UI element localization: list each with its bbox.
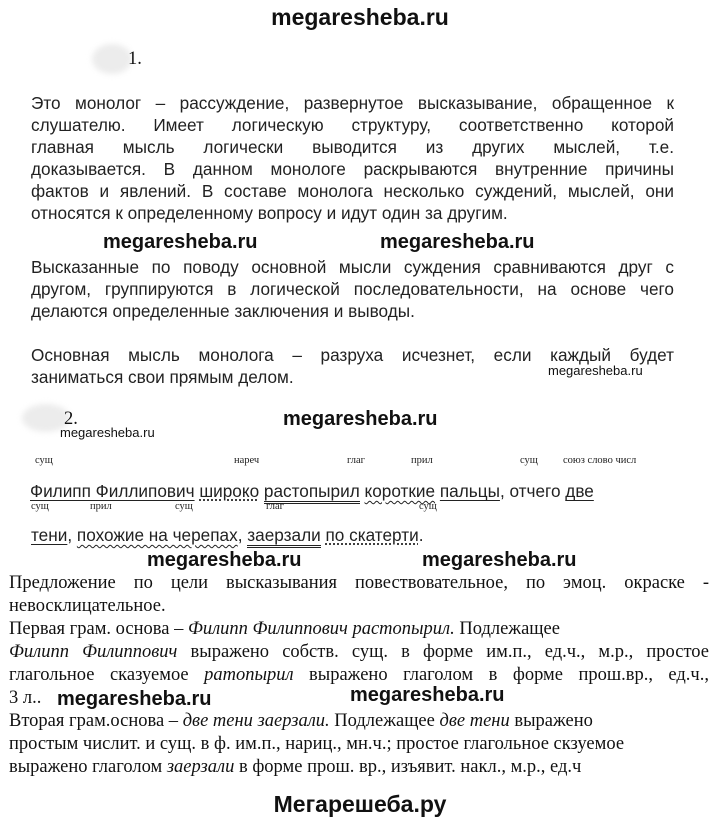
predicate-word: заерзали bbox=[247, 525, 320, 548]
text-fragment: выражено глаголом в форме прош.вр., ед.ч., bbox=[293, 665, 709, 685]
text-line: слушателю. Имеет логическую структуру, соответственно которой bbox=[31, 115, 674, 135]
footer-watermark: Мегарешеба.ру bbox=[273, 791, 447, 817]
italic-fragment: заерзали bbox=[166, 757, 235, 777]
text-fragment: Подлежащее bbox=[454, 619, 560, 639]
text-line: Это монолог – рассуждение, развернутое высказывание, обращенное к bbox=[31, 93, 674, 113]
text-line: доказывается. В данном монологе раскрываются внутренние причины bbox=[31, 159, 674, 179]
pos-tag: сущ bbox=[175, 501, 193, 512]
italic-fragment: ратопырил bbox=[204, 665, 294, 685]
section2-number: 2. bbox=[64, 409, 78, 429]
pos-tag: нареч bbox=[234, 455, 260, 466]
watermark: megaresheba.ru bbox=[283, 408, 438, 430]
pos-tag: прил bbox=[90, 501, 112, 512]
label: Первая грам. основа – bbox=[9, 619, 188, 639]
text-fragment: глагольное сказуемое bbox=[9, 665, 205, 685]
text-fragment: Подлежащее bbox=[329, 711, 440, 731]
italic-fragment: две тени заерзали. bbox=[182, 711, 330, 731]
italic-fragment: Филипп Филиппович растопырил. bbox=[187, 619, 455, 639]
adverbial-word: широко bbox=[199, 481, 260, 501]
attribute-word: короткие bbox=[364, 481, 436, 501]
text-line: Основная мысль монолога – разруха исчезнет, если каждый будет bbox=[31, 345, 674, 365]
section1-number: 1. bbox=[128, 49, 142, 69]
watermark: megaresheba.ru bbox=[380, 231, 535, 253]
italic-fragment: Филипп Филиппович bbox=[9, 642, 178, 662]
section1-paragraph1 bbox=[31, 92, 674, 224]
text-line: делаются определенные заключения и выводы. bbox=[31, 301, 415, 321]
object-word: пальцы bbox=[439, 481, 500, 501]
pos-tag: сущ bbox=[419, 501, 437, 512]
parsed-sentence-line2 bbox=[31, 525, 423, 546]
pos-tag: сущ bbox=[31, 501, 49, 512]
section1-paragraph2 bbox=[31, 256, 674, 322]
sentence-text: . bbox=[418, 525, 424, 545]
pos-tag: сущ bbox=[35, 455, 53, 466]
subject-word: Филипп Филлипович bbox=[30, 481, 195, 501]
text-line: заниматься свои прямым делом. bbox=[31, 367, 294, 387]
text-fragment: выражено глаголом bbox=[9, 757, 167, 777]
subject-word: две bbox=[565, 481, 594, 501]
watermark: megaresheba.ru bbox=[103, 231, 258, 253]
text-line: Предложение по цели высказывания повествовательное, по эмоц. окраске - bbox=[9, 573, 709, 593]
pos-tag: глаг bbox=[266, 501, 284, 512]
italic-fragment: две тени bbox=[439, 711, 510, 731]
pos-tag: глаг bbox=[347, 455, 365, 466]
watermark-small: megaresheba.ru bbox=[548, 363, 643, 378]
sentence-text: , bbox=[67, 525, 73, 545]
pos-tag: сущ bbox=[520, 455, 538, 466]
text-line bbox=[9, 641, 709, 664]
pos-tag: союз слово числ bbox=[563, 455, 637, 466]
text-line: простым числит. и сущ. в ф. им.п., нариц., мн.ч.; простое глагольное скзуемое bbox=[9, 734, 625, 754]
text-line bbox=[9, 756, 709, 779]
text-line: главная мысль логически выводится из других мыслей, т.е. bbox=[31, 137, 674, 157]
text-line bbox=[9, 710, 709, 733]
text-line: 3 л.. bbox=[9, 688, 42, 708]
watermark: megaresheba.ru bbox=[422, 549, 577, 571]
watermark: megaresheba.ru bbox=[350, 684, 505, 706]
text-fragment: выражено bbox=[509, 711, 593, 731]
watermark: megaresheba.ru bbox=[57, 688, 212, 710]
text-fragment: выражено собств. сущ. в форме им.п., ед.ч., м.р., простое bbox=[177, 642, 709, 662]
watermark-small: megaresheba.ru bbox=[60, 425, 155, 440]
adverbial-phrase: по скатерти bbox=[325, 525, 419, 545]
subject-word: тени bbox=[31, 525, 68, 545]
predicate-word: растопырил bbox=[264, 481, 360, 504]
text-line bbox=[9, 618, 709, 641]
scan-smudge bbox=[92, 44, 132, 74]
text-line: другом, группируются в логической последовательности, на основе чего bbox=[31, 279, 674, 299]
attribute-phrase: похожие на черепах bbox=[76, 525, 238, 545]
watermark: megaresheba.ru bbox=[147, 549, 302, 571]
header-watermark: megaresheba.ru bbox=[271, 4, 449, 30]
sentence-text: , bbox=[237, 525, 243, 545]
parsed-sentence-line1 bbox=[30, 481, 594, 502]
analysis-text bbox=[9, 572, 709, 779]
text-line: невосклицательное. bbox=[9, 596, 166, 616]
text-line: Высказанные по поводу основной мысли суждения сравниваются друг с bbox=[31, 257, 674, 277]
text-fragment: в форме прош. вр., изъявит. накл., м.р., ед.ч bbox=[234, 757, 582, 777]
pos-tag: прил bbox=[411, 455, 433, 466]
sentence-text: , отчего bbox=[499, 481, 561, 501]
text-line: относятся к определенному вопросу и идут один за другим. bbox=[31, 203, 508, 223]
text-line: фактов и явлений. В составе монолога несколько суждений, мыслей, они bbox=[31, 181, 674, 201]
label: Вторая грам.основа – bbox=[9, 711, 183, 731]
